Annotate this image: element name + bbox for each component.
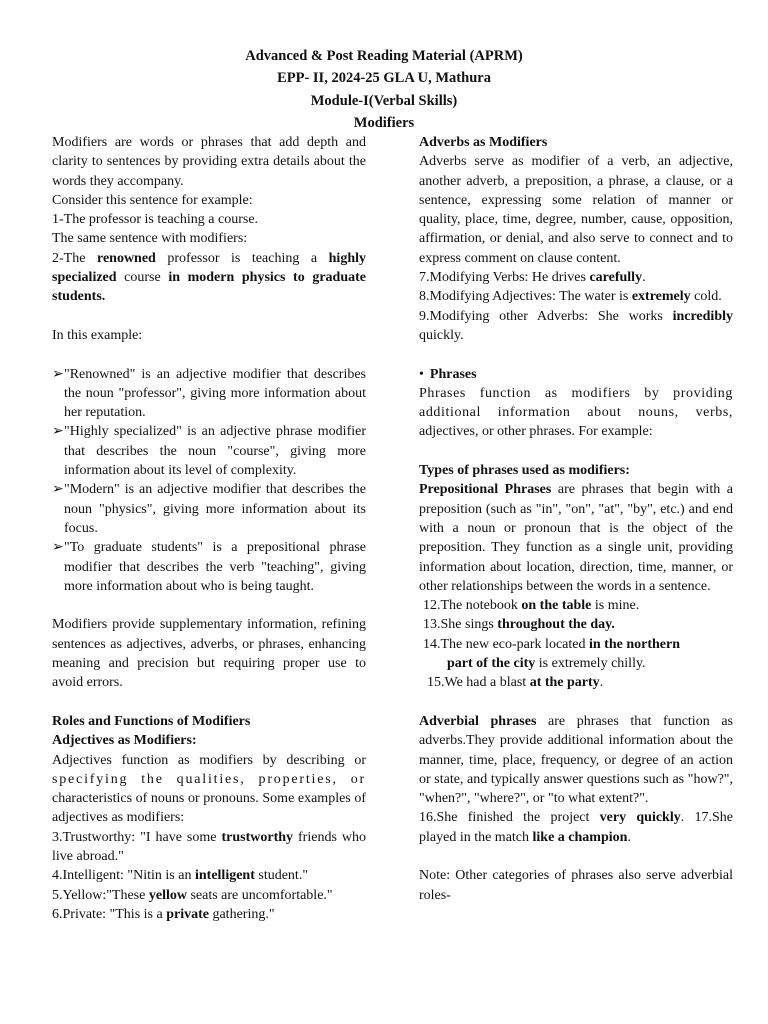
bullet-icon: • bbox=[419, 366, 424, 382]
adjectives-paragraph-line2: specifying the qualities, properties, or bbox=[52, 771, 366, 787]
summary-paragraph: Modifiers provide supplementary information, refining sentences as adjectives, adverbs, or phrases, enhancing meaning and precision but requiring proper use to avoid errors. bbox=[52, 617, 366, 691]
example-13: 13.She sings throughout the day. bbox=[423, 617, 615, 633]
left-column bbox=[52, 133, 366, 924]
adjectives-paragraph-line1: Adjectives function as modifiers by describing or bbox=[52, 752, 366, 768]
phrases-paragraph-line2: additional information about nouns, verbs, bbox=[419, 405, 733, 421]
example-3: 3.Trustworthy: "I have some trustworthy friends who live abroad." bbox=[52, 829, 366, 864]
topic-title: Modifiers bbox=[353, 115, 415, 131]
adverbs-paragraph: Adverbs serve as modifier of a verb, an adjective, another adverb, a preposition, a phrase, a clause, or a sentence, expressing some relation of manner or quality, place, time, degree, number, cause, opposition, affirmation, or denial, and also serve to connect and to express comment on clause content. bbox=[419, 154, 733, 266]
example-14: 14.The new eco-park located in the northern bbox=[423, 636, 680, 652]
adjectives-heading: Adjectives as Modifiers: bbox=[52, 733, 197, 749]
example-5: 5.Yellow:"These yellow seats are uncomfortable." bbox=[52, 887, 333, 903]
adverbial-paragraph: Adverbial phrases are phrases that function as adverbs.They provide additional information about the manner, time, place, frequency, or degree of an action or state, and typically answer questions such as "how?", "when?", "where?", or "to what extent?". bbox=[419, 713, 733, 807]
right-column bbox=[419, 133, 733, 905]
example-12: 12.The notebook on the table is mine. bbox=[423, 598, 640, 614]
bullet-item: ➢ "Modern" is an adjective modifier that describes the noun "physics", giving more information about its focus. bbox=[52, 480, 366, 538]
course-line: EPP- II, 2024-25 GLA U, Mathura bbox=[277, 70, 491, 86]
consider-line: Consider this sentence for example: bbox=[52, 192, 253, 208]
example-6: 6.Private: "This is a private gathering." bbox=[52, 906, 275, 922]
prepositional-paragraph: Prepositional Phrases are phrases that begin with a preposition (such as "in", "on", "at", "by", etc.) and end with a noun or pronoun that is the object of the preposition. They function as a single unit, providing information about location, direction, time, manner, or other relationships between the words in a sentence. bbox=[419, 482, 733, 594]
adverbs-heading: Adverbs as Modifiers bbox=[419, 135, 548, 150]
phrases-heading: • Phrases bbox=[419, 366, 477, 382]
intro-paragraph: Modifiers are words or phrases that add depth and clarity to sentences by providing extra details about the words they accompany. bbox=[52, 135, 366, 189]
same-sentence-line: The same sentence with modifiers: bbox=[52, 231, 248, 247]
example-15: 15.We had a blast at the party. bbox=[427, 675, 604, 691]
example-1: 1-The professor is teaching a course. bbox=[52, 212, 259, 228]
example-7: 7.Modifying Verbs: He drives carefully. bbox=[419, 270, 646, 286]
example-16-17: 16.She finished the project very quickly. 17.She played in the match like a champion. bbox=[419, 810, 734, 845]
example-2: 2-The renowned professor is teaching a highly specialized course in modern physics to graduate students. bbox=[52, 250, 366, 305]
arrow-icon: ➢ bbox=[52, 366, 64, 382]
example-9: 9.Modifying other Adverbs: She works incredibly quickly. bbox=[419, 308, 733, 343]
phrases-paragraph-line1: Phrases function as modifiers by providing bbox=[419, 385, 733, 401]
bullet-item: ➢ "Highly specialized" is an adjective phrase modifier that describes the noun "course", giving more information about its level of complexity. bbox=[52, 422, 366, 480]
arrow-icon: ➢ bbox=[52, 540, 64, 556]
roles-heading: Roles and Functions of Modifiers bbox=[52, 713, 251, 729]
bullet-item: ➢ "Renowned" is an adjective modifier that describes the noun "professor", giving more information about her reputation. bbox=[52, 365, 366, 423]
example-14-cont: part of the city is extremely chilly. bbox=[447, 656, 646, 672]
note-paragraph: Note: Other categories of phrases also serve adverbial roles- bbox=[419, 868, 733, 903]
example-8: 8.Modifying Adjectives: The water is extremely cold. bbox=[419, 289, 722, 305]
types-heading: Types of phrases used as modifiers: bbox=[419, 463, 630, 479]
bullet-item: ➢ "To graduate students" is a prepositional phrase modifier that describes the verb "teaching", giving more information about who is being taught. bbox=[52, 538, 366, 596]
module-line: Module-I(Verbal Skills) bbox=[310, 93, 458, 109]
arrow-icon: ➢ bbox=[52, 424, 64, 440]
in-example-line: In this example: bbox=[52, 327, 143, 343]
phrases-paragraph-line3: adjectives, or other phrases. For example: bbox=[419, 424, 653, 440]
example-4: 4.Intelligent: "Nitin is an intelligent student." bbox=[52, 868, 309, 884]
adjectives-paragraph-line3: characteristics of nouns or pronouns. Some examples of adjectives as modifiers: bbox=[52, 791, 366, 826]
document-title: Advanced & Post Reading Material (APRM) bbox=[245, 48, 523, 64]
arrow-icon: ➢ bbox=[52, 482, 64, 498]
